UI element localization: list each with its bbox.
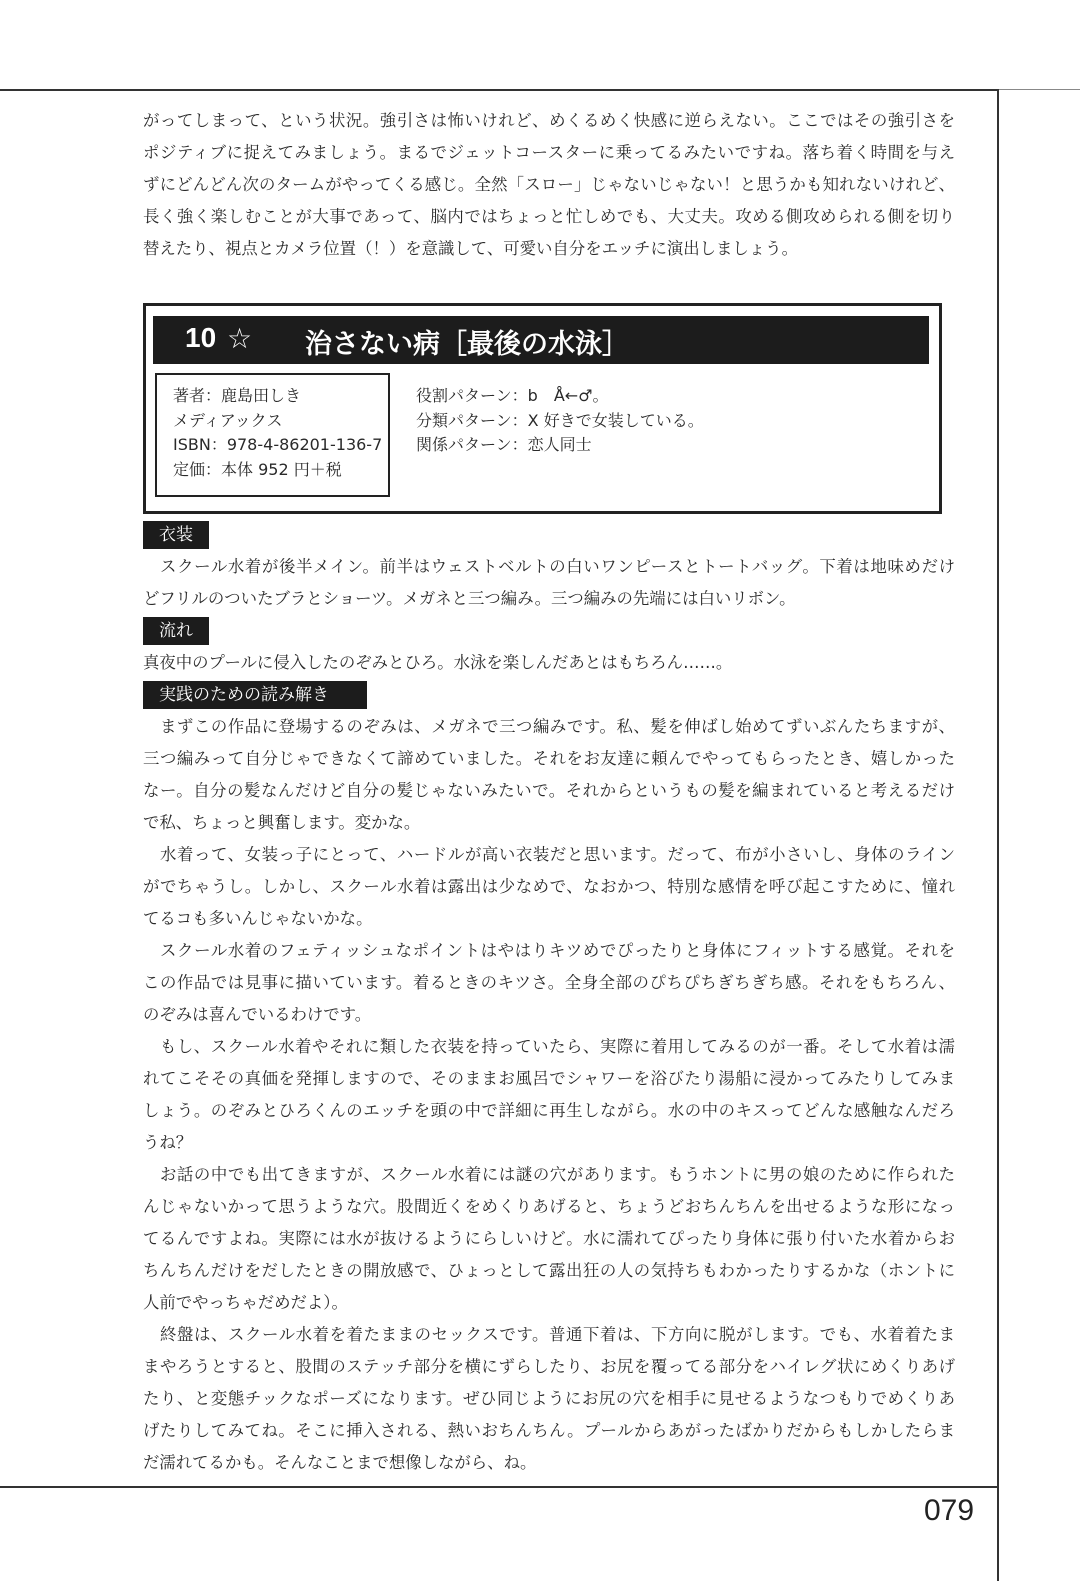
- text-line: どフリルのついたブラとショーツ。メガネと三つ編み。三つ編みの先端には白いリボン。: [143, 589, 796, 608]
- text-line: ポジティブに捉えてみましょう。まるでジェットコースターに乗ってるみたいですね。落ち着く時間を与え: [143, 143, 955, 162]
- bottom-rule: [0, 1486, 999, 1488]
- flow-paragraph: [143, 647, 955, 679]
- text-line: 終盤は、スクール水着を着たままのセックスです。普通下着は、下方向に脱がします。でも、水着着たま: [143, 1325, 955, 1344]
- top-rule-right: [999, 89, 1080, 90]
- section-label-reading: 実践のための読み解き: [143, 681, 367, 709]
- text-line: んじゃないかって思うような穴。股間近くをめくりあげると、ちょうどおちんちんを出せるような形になっ: [143, 1197, 955, 1216]
- text-line: だ濡れてるかも。そんなことまで想像しながら、ね。: [143, 1453, 537, 1472]
- text-line: 真夜中のプールに侵入したのぞみとひろ。水泳を楽しんだあとはもちろん……。: [143, 653, 733, 672]
- page-number: 079: [924, 1494, 975, 1527]
- text-line: てるコも多いんじゃないかな。: [143, 909, 373, 928]
- book-price: 定価：本体 952 円＋税: [173, 459, 342, 479]
- text-line: ずにどんどん次のタームがやってくる感じ。全然「スロー」じゃないじゃない！と思うかも知れないけれど、: [143, 175, 955, 194]
- text-line: のぞみは喜んでいるわけです。: [143, 1005, 372, 1024]
- text-line: 替えたり、視点とカメラ位置（！）を意識して、可愛い自分をエッチに演出しましょう。: [143, 239, 798, 258]
- section-label-costume: 衣装: [143, 521, 209, 549]
- text-line: まずこの作品に登場するのぞみは、メガネで三つ編みです。私、髪を伸ばし始めてずいぶんたちますが、: [143, 717, 955, 736]
- book-info-box: [155, 373, 390, 497]
- book-publisher: メディアックス: [173, 410, 283, 430]
- reading-paragraphs: [143, 711, 955, 1479]
- entry-title-bar: [153, 316, 929, 364]
- text-line: たり、と変態チックなポーズになります。ぜひ同じようにお尻の穴を相手に見せるようなつもりでめくりあ: [143, 1389, 955, 1408]
- pattern-list: [416, 384, 704, 458]
- costume-paragraph: [143, 551, 955, 615]
- entry-title: 治さない病［最後の水泳］: [305, 329, 629, 360]
- right-margin-rule: [997, 89, 999, 1581]
- top-rule: [0, 89, 999, 91]
- category-pattern: 分類パターン：X 好きで女装している。: [416, 410, 704, 430]
- book-isbn: ISBN：978-4-86201-136-7: [173, 435, 383, 454]
- intro-paragraph: [143, 105, 955, 265]
- text-line: この作品では見事に描いています。着るときのキツさ。全身全部のぴちぴちぎちぎち感。それをもちろん、: [143, 973, 955, 992]
- text-line: 長く強く楽しむことが大事であって、脳内ではちょっと忙しめでも、大丈夫。攻める側攻められる側を切り: [143, 207, 955, 226]
- text-line: お話の中でも出てきますが、スクール水着には謎の穴があります。もうホントに男の娘のために作られた: [143, 1165, 955, 1184]
- text-line: しょう。のぞみとひろくんのエッチを頭の中で詳細に再生しながら。水の中のキスってどんな感触なんだろ: [143, 1101, 955, 1120]
- section-label-flow: 流れ: [143, 617, 209, 645]
- text-line: 三つ編みって自分じゃできなくて諦めていました。それをお友達に頼んでやってもらったとき、嬉しかった: [143, 749, 955, 768]
- text-line: なー。自分の髪なんだけど自分の髪じゃないみたいで。それからというもの髪を編まれていると考えるだけ: [143, 781, 955, 800]
- star-icon: ☆: [227, 322, 253, 355]
- text-line: まやろうとすると、股間のステッチ部分を横にずらしたり、お尻を覆ってる部分をハイレグ状にめくりあげ: [143, 1357, 955, 1376]
- text-line: ちんちんだけをだしたときの開放感で、ひょっとして露出狂の人の気持ちもわかったりするかな（ホントに: [143, 1261, 955, 1280]
- text-line: てるんですよね。実際には水が抜けるようにらしいけど。水に濡れてぴったり身体に張り付いた水着からお: [143, 1229, 955, 1248]
- text-line: で私、ちょっと興奮します。変かな。: [143, 813, 421, 832]
- text-line: うね？: [143, 1133, 193, 1152]
- entry-box: [143, 303, 942, 514]
- text-line: がってしまって、という状況。強引さは怖いけれど、めくるめく快感に逆らえない。ここではその強引さを: [143, 111, 955, 130]
- text-line: スクール水着のフェティッシュなポイントはやはりキツめでぴったりと身体にフィットする感覚。それを: [143, 941, 955, 960]
- role-pattern: 役割パターン：b Å←♂。: [416, 386, 609, 405]
- text-line: がでちゃうし。しかし、スクール水着は露出は少なめで、なおかつ、特別な感情を呼び起こすために、憧れ: [143, 877, 955, 896]
- relationship-pattern: 関係パターン：恋人同士: [416, 435, 592, 454]
- text-line: げたりしてみてね。そこに挿入される、熱いおちんちん。プールからあがったばかりだからもしかしたらま: [143, 1421, 955, 1440]
- entry-number: 10: [185, 322, 217, 353]
- book-author: 著者：鹿島田しき: [173, 386, 302, 405]
- text-line: 水着って、女装っ子にとって、ハードルが高い衣装だと思います。だって、布が小さいし、身体のライン: [143, 845, 955, 864]
- text-line: れてこそその真価を発揮しますので、そのままお風呂でシャワーを浴びたり湯船に浸かってみたりしてみま: [143, 1069, 955, 1088]
- text-line: スクール水着が後半メイン。前半はウェストベルトの白いワンピースとトートバッグ。下着は地味めだけ: [143, 557, 955, 576]
- text-line: もし、スクール水着やそれに類した衣装を持っていたら、実際に着用してみるのが一番。そして水着は濡: [143, 1037, 955, 1056]
- text-line: 人前でやっちゃだめだよ）。: [143, 1293, 348, 1312]
